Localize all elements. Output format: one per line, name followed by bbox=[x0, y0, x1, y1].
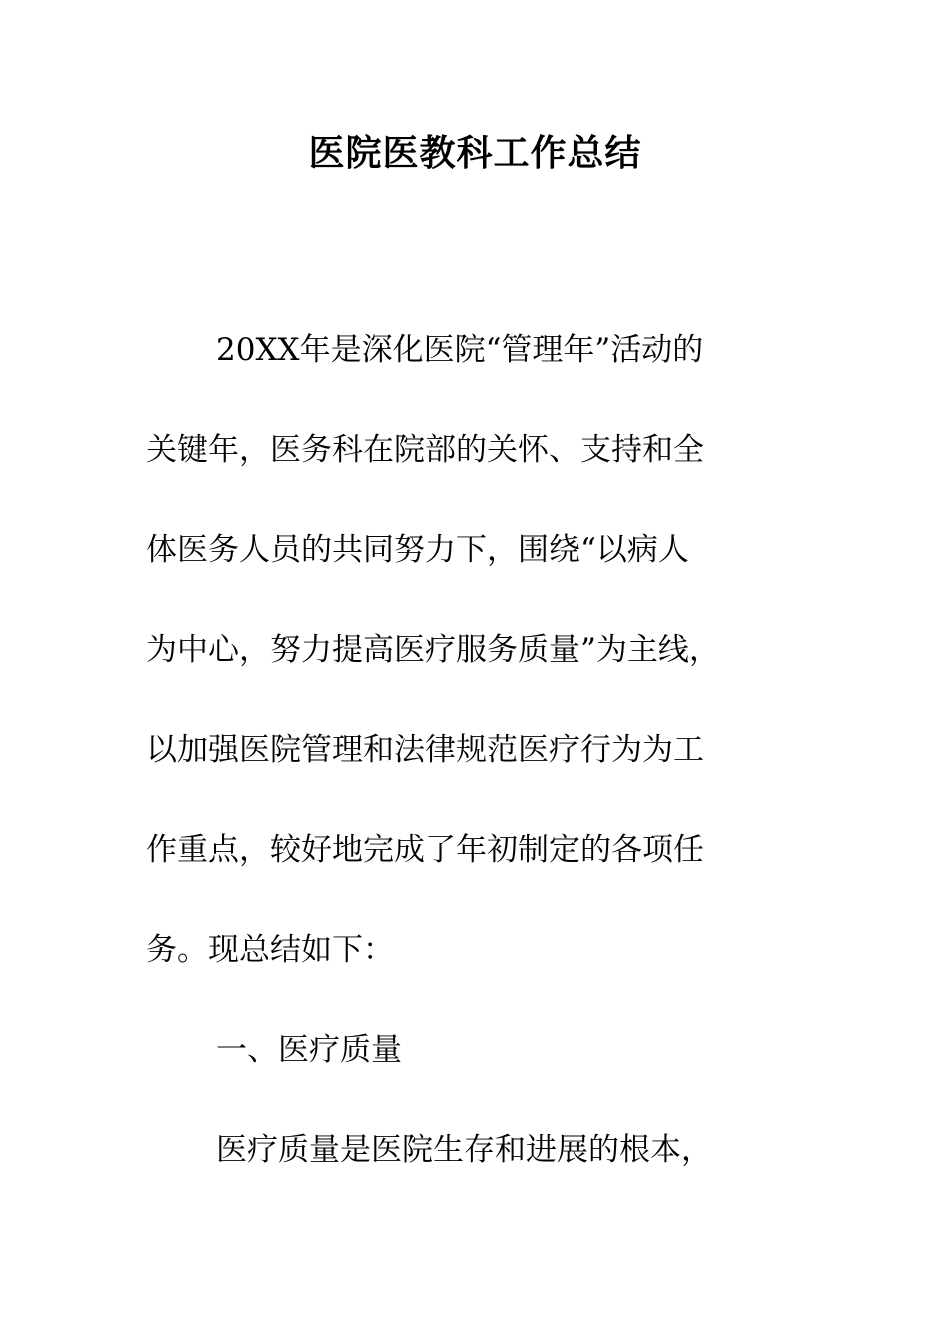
document-title: 医院医教科工作总结 bbox=[308, 133, 642, 174]
paragraph-line: 关键年，医务科在院部的关怀、支持和全 bbox=[146, 432, 704, 468]
paragraph-line: 体医务人员的共同努力下，围绕“以病人 bbox=[146, 532, 689, 568]
paragraph-line: 20XX年是深化医院“管理年”活动的 bbox=[216, 332, 704, 368]
document-body bbox=[146, 300, 806, 1200]
paragraph-line: 医疗质量是医院生存和进展的根本， bbox=[216, 1132, 712, 1168]
paragraph-line: 以加强医院管理和法律规范医疗行为为工 bbox=[146, 732, 704, 768]
paragraph-line: 为中心，努力提高医疗服务质量”为主线， bbox=[146, 632, 720, 668]
section-heading: 一、医疗质量 bbox=[216, 1032, 402, 1068]
paragraph-line: 作重点，较好地完成了年初制定的各项任 bbox=[146, 832, 704, 868]
paragraph-line: 务。现总结如下： bbox=[146, 932, 394, 968]
